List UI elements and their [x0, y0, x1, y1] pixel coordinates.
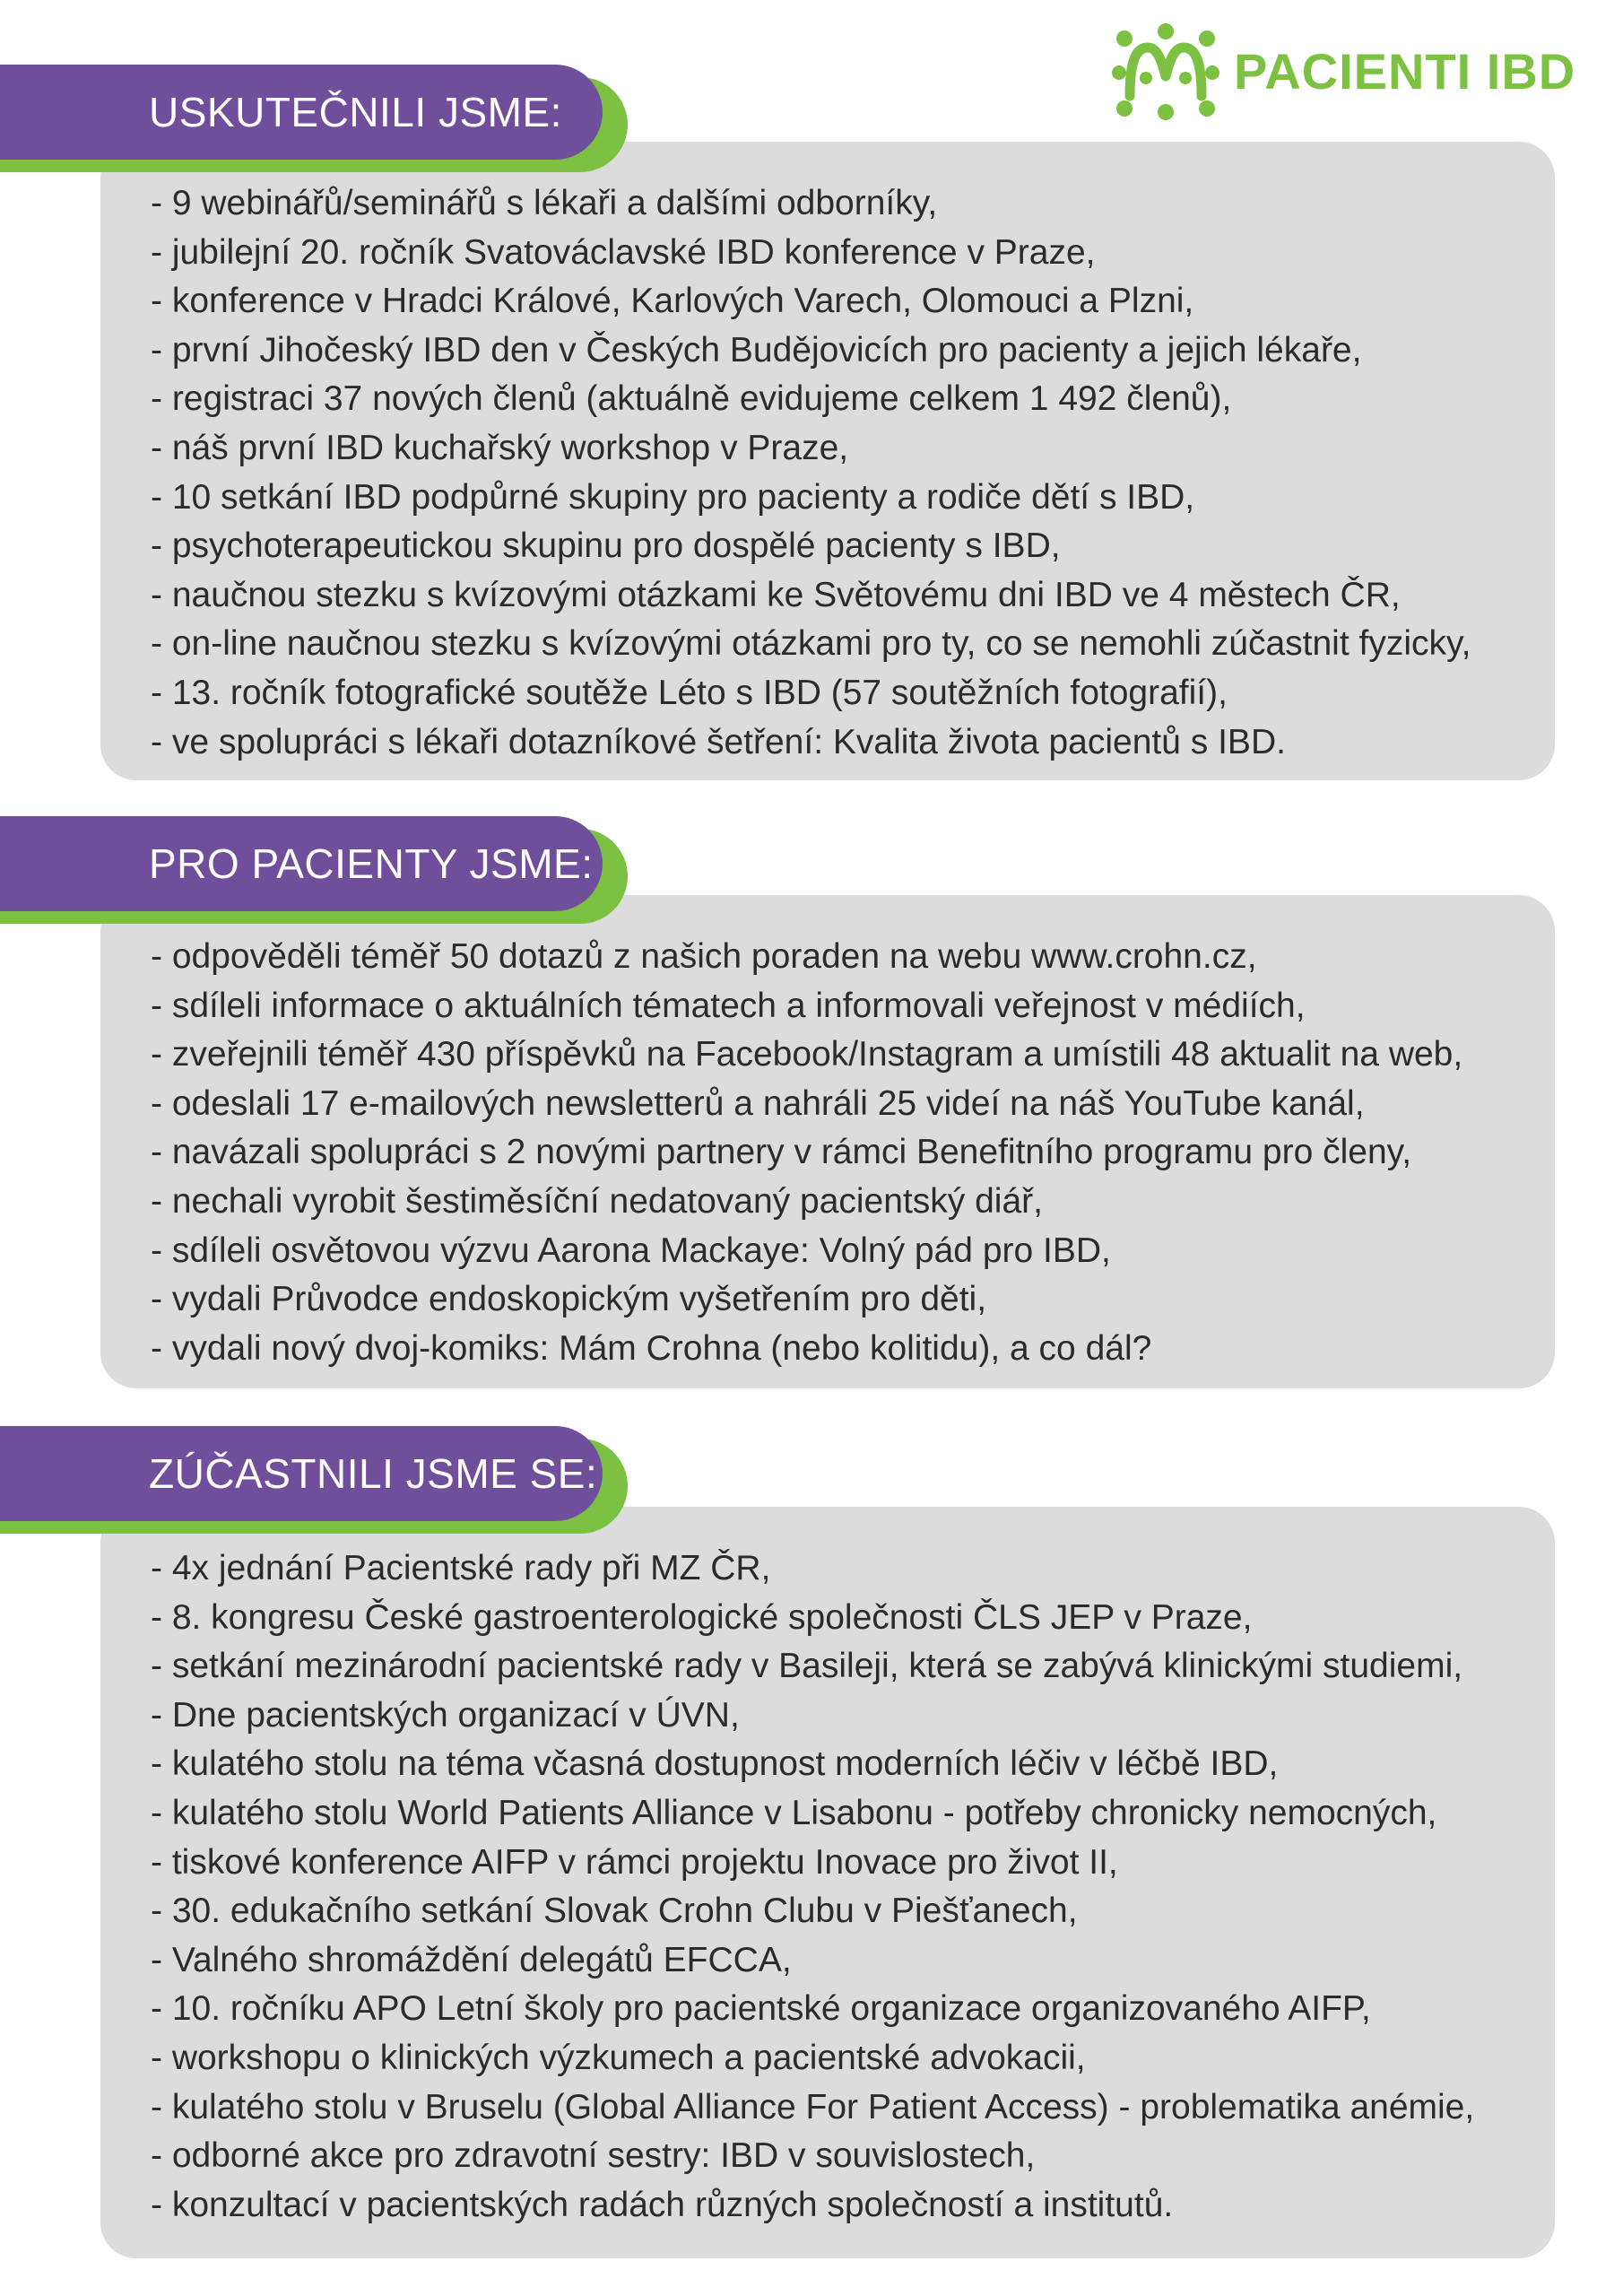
- list-item: - konference v Hradci Králové, Karlových Varech, Olomouci a Plzni,: [151, 282, 1194, 321]
- section-3-list: [151, 1544, 1555, 2230]
- list-item: - navázali spolupráci s 2 novými partnery v rámci Benefitního programu pro členy,: [151, 1133, 1412, 1172]
- list-item: - Valného shromáždění delegátů EFCCA,: [151, 1940, 792, 1979]
- list-item: - konzultací v pacientských radách různých společností a institutů.: [151, 2185, 1174, 2224]
- list-item: - 10. ročníku APO Letní školy pro pacientské organizace organizovaného AIFP,: [151, 1989, 1371, 2029]
- list-item: - registraci 37 nových členů (aktuálně evidujeme celkem 1 492 členů),: [151, 379, 1232, 419]
- section-heading-3: [0, 1426, 628, 1534]
- section-title: ZÚČASTNILI JSME SE:: [149, 1450, 598, 1497]
- list-item: - kulatého stolu v Bruselu (Global Alliance For Patient Access) - problematika anémie,: [151, 2087, 1475, 2126]
- list-item: - tiskové konference AIFP v rámci projektu Inovace pro život II,: [151, 1842, 1118, 1882]
- section-heading-2: [0, 816, 628, 924]
- list-item: - 9 webinářů/seminářů s lékaři a dalšími odborníky,: [151, 184, 938, 222]
- list-item: - odborné akce pro zdravotní sestry: IBD v souvislostech,: [151, 2136, 1036, 2176]
- ibd-molecule-logo-icon: [1112, 22, 1219, 121]
- list-item: - vydali Průvodce endoskopickým vyšetřením pro děti,: [151, 1280, 987, 1319]
- list-item: - první Jihočeský IBD den v Českých Budějovicích pro pacienty a jejich lékaře,: [151, 330, 1362, 370]
- pacienti-ibd-logo: [1112, 20, 1575, 123]
- section-panel-3: [100, 1507, 1555, 2258]
- list-item: - ve spolupráci s lékaři dotazníkové šetření: Kvalita života pacientů s IBD.: [151, 722, 1286, 761]
- list-item: - setkání mezinárodní pacientské rady v Basileji, která se zabývá klinickými studiemi,: [151, 1647, 1463, 1686]
- list-item: - 10 setkání IBD podpůrné skupiny pro pacienty a rodiče dětí s IBD,: [151, 477, 1195, 517]
- list-item: - odeslali 17 e-mailových newsletterů a nahráli 25 videí na náš YouTube kanál,: [151, 1083, 1365, 1123]
- list-item: - naučnou stezku s kvízovými otázkami ke Světovému dni IBD ve 4 městech ČR,: [151, 575, 1401, 614]
- list-item: - kulatého stolu World Patients Alliance v Lisabonu - potřeby chronicky nemocných,: [151, 1793, 1437, 1832]
- list-item: - psychoterapeutickou skupinu pro dospělé pacienty s IBD,: [151, 526, 1061, 566]
- section-title: USKUTEČNILI JSME:: [149, 89, 562, 135]
- list-item: - jubilejní 20. ročník Svatováclavské IBD konference v Praze,: [151, 232, 1096, 272]
- list-item: - 8. kongresu České gastroenterologické společnosti ČLS JEP v Praze,: [151, 1597, 1253, 1637]
- list-item: - zveřejnili téměř 430 příspěvků na Facebook/Instagram a umístili 48 aktualit na web,: [151, 1035, 1463, 1074]
- list-item: - on-line naučnou stezku s kvízovými otázkami pro ty, co se nemohli zúčastnit fyzicky,: [151, 624, 1471, 664]
- section-heading-1: [0, 65, 628, 172]
- list-item: - sdíleli osvětovou výzvu Aarona Mackaye: Volný pád pro IBD,: [151, 1231, 1111, 1270]
- list-item: - 13. ročník fotografické soutěže Léto s IBD (57 soutěžních fotografií),: [151, 673, 1228, 712]
- list-item: - Dne pacientských organizací v ÚVN,: [151, 1695, 740, 1735]
- section-title: PRO PACIENTY JSME:: [149, 840, 594, 887]
- section-2-list: [151, 933, 1555, 1373]
- list-item: - 4x jednání Pacientské rady při MZ ČR,: [151, 1549, 771, 1587]
- list-item: - nechali vyrobit šestiměsíční nedatovaný pacientský diář,: [151, 1181, 1043, 1221]
- logo-text: PACIENTI IBD: [1234, 43, 1576, 100]
- list-item: - náš první IBD kuchařský workshop v Praze,: [151, 428, 849, 467]
- section-panel-2: [100, 895, 1555, 1388]
- list-item: - sdíleli informace o aktuálních tématech a informovali veřejnost v médiích,: [151, 986, 1306, 1025]
- section-panel-1: [100, 142, 1555, 780]
- list-item: - odpověděli téměř 50 dotazů z našich poraden na webu www.crohn.cz,: [151, 937, 1257, 976]
- list-item: - kulatého stolu na téma včasná dostupnost moderních léčiv v léčbě IBD,: [151, 1744, 1279, 1784]
- list-item: - 30. edukačního setkání Slovak Crohn Clubu v Piešťanech,: [151, 1892, 1078, 1931]
- list-item: - workshopu o klinických výzkumech a pacientské advokacii,: [151, 2038, 1086, 2077]
- section-1-list: [151, 179, 1555, 767]
- list-item: - vydali nový dvoj-komiks: Mám Crohna (nebo kolitidu), a co dál?: [151, 1328, 1152, 1368]
